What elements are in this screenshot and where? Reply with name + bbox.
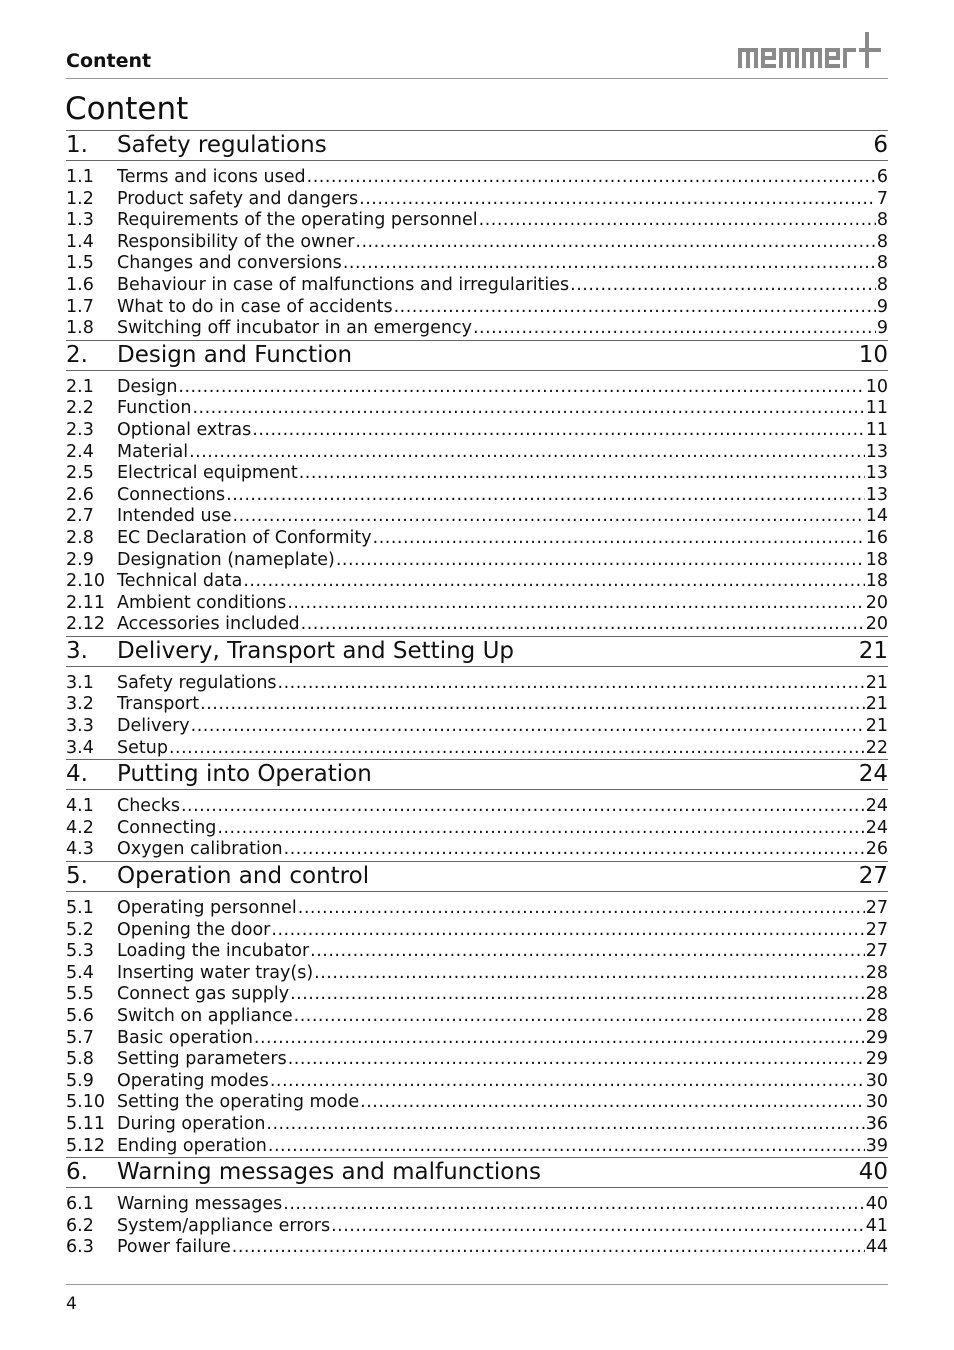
- toc-chapter[interactable]: [66, 759, 888, 790]
- entry-page: 9: [876, 296, 888, 317]
- toc-entry[interactable]: [66, 818, 888, 840]
- entry-number: 5.1: [66, 898, 94, 919]
- toc-entry[interactable]: [66, 1136, 888, 1158]
- chapter-page: 24: [858, 761, 888, 788]
- toc-entry[interactable]: [66, 1194, 888, 1216]
- entry-title: Connect gas supply: [117, 984, 290, 1005]
- dot-leader: [336, 550, 865, 572]
- toc-entry[interactable]: [66, 839, 888, 861]
- entry-number: 2.8: [66, 527, 94, 548]
- entry-page: 22: [865, 737, 888, 758]
- toc-entry[interactable]: [66, 1028, 888, 1050]
- toc-entry[interactable]: [66, 550, 888, 572]
- chapter-number: 3.: [66, 637, 88, 664]
- toc-entry[interactable]: [66, 442, 888, 464]
- toc-entry[interactable]: [66, 297, 888, 319]
- dot-leader: [192, 398, 864, 420]
- chapter-number: 5.: [66, 863, 88, 890]
- toc-entry[interactable]: [66, 398, 888, 420]
- table-of-contents: [66, 130, 888, 1259]
- chapter-title: Delivery, Transport and Setting Up: [117, 637, 515, 664]
- dot-leader: [189, 442, 865, 464]
- entry-title: Delivery: [117, 716, 190, 737]
- dot-leader: [266, 1114, 864, 1136]
- dot-leader: [169, 738, 865, 760]
- chapter-page: 21: [858, 637, 888, 664]
- entry-title: Technical data: [117, 571, 243, 592]
- entry-page: 8: [876, 210, 888, 231]
- entry-page: 27: [865, 941, 888, 962]
- chapter-page: 27: [858, 863, 888, 890]
- entry-title: Ambient conditions: [117, 592, 287, 613]
- dot-leader: [217, 818, 864, 840]
- entry-page: 10: [865, 376, 888, 397]
- entry-page: 27: [865, 898, 888, 919]
- entry-number: 5.3: [66, 941, 94, 962]
- toc-entry[interactable]: [66, 275, 888, 297]
- dot-leader: [233, 506, 865, 528]
- entry-page: 30: [865, 1070, 888, 1091]
- entry-number: 2.3: [66, 419, 94, 440]
- entry-page: 13: [865, 484, 888, 505]
- entry-title: Connections: [117, 484, 226, 505]
- toc-entry[interactable]: [66, 716, 888, 738]
- toc-chapter[interactable]: [66, 1157, 888, 1188]
- entry-title: Switch on appliance: [117, 1006, 293, 1026]
- entry-title: Setting parameters: [117, 1049, 287, 1070]
- entry-page: 21: [865, 694, 888, 715]
- entry-number: 2.5: [66, 463, 94, 484]
- dot-leader: [254, 1028, 865, 1050]
- page-number: 4: [66, 1294, 77, 1314]
- entry-page: 8: [876, 274, 888, 295]
- chapter-number: 4.: [66, 761, 88, 788]
- entry-page: 29: [865, 1049, 888, 1070]
- chapter-page: 40: [858, 1159, 888, 1186]
- dot-leader: [200, 694, 865, 716]
- entry-page: 29: [865, 1027, 888, 1048]
- toc-entry[interactable]: [66, 506, 888, 528]
- entry-page: 11: [865, 398, 888, 419]
- entry-number: 1.1: [66, 167, 94, 187]
- entry-number: 2.9: [66, 549, 94, 570]
- dot-leader: [299, 463, 865, 485]
- dot-leader: [301, 614, 865, 636]
- toc-entry[interactable]: [66, 189, 888, 211]
- dot-leader: [355, 232, 875, 254]
- entry-page: 36: [865, 1113, 888, 1134]
- entry-title: Connecting: [117, 817, 217, 838]
- toc-entry[interactable]: [66, 593, 888, 615]
- entry-title: Warning messages: [117, 1194, 283, 1215]
- entry-title: Requirements of the operating personnel: [117, 210, 478, 231]
- toc-entry[interactable]: [66, 694, 888, 716]
- toc-chapter[interactable]: [66, 636, 888, 667]
- toc-entry[interactable]: [66, 738, 888, 760]
- toc-entry[interactable]: [66, 571, 888, 593]
- toc-entry[interactable]: [66, 1114, 888, 1136]
- toc-entry[interactable]: [66, 463, 888, 485]
- entry-page: 28: [865, 984, 888, 1005]
- dot-leader: [473, 318, 876, 340]
- page-title: Content: [65, 91, 189, 127]
- toc-entry[interactable]: [66, 528, 888, 550]
- dot-leader: [307, 167, 876, 189]
- entry-title: During operation: [117, 1113, 266, 1134]
- toc-entry[interactable]: [66, 898, 888, 920]
- entry-title: Design: [117, 376, 178, 397]
- entry-title: Operating personnel: [117, 898, 297, 919]
- entry-title: Terms and icons used: [117, 167, 306, 187]
- entry-number: 3.1: [66, 672, 94, 693]
- entry-page: 20: [865, 614, 888, 635]
- entry-number: 1.8: [66, 318, 94, 339]
- entry-page: 18: [865, 571, 888, 592]
- entry-number: 5.5: [66, 984, 94, 1005]
- entry-title: Behaviour in case of malfunctions and irregularities: [117, 274, 570, 295]
- entry-title: Material: [117, 441, 189, 462]
- entry-number: 5.10: [66, 1092, 105, 1113]
- entry-page: 21: [865, 716, 888, 737]
- dot-leader: [343, 253, 876, 275]
- toc-entry[interactable]: [66, 253, 888, 275]
- running-header: Content: [66, 50, 152, 72]
- entry-page: 8: [876, 231, 888, 252]
- header-rule: [66, 78, 888, 79]
- entry-title: Responsibility of the owner: [117, 231, 355, 252]
- entry-page: 27: [865, 919, 888, 940]
- entry-title: Oxygen calibration: [117, 839, 283, 860]
- entry-number: 6.2: [66, 1215, 94, 1236]
- entry-title: Operating modes: [117, 1070, 269, 1091]
- entry-number: 1.6: [66, 274, 94, 295]
- dot-leader: [287, 593, 864, 615]
- entry-title: Basic operation: [117, 1027, 253, 1048]
- entry-title: Designation (nameplate): [117, 549, 335, 570]
- entry-number: 5.8: [66, 1049, 94, 1070]
- dot-leader: [178, 377, 864, 399]
- dot-leader: [294, 1006, 865, 1028]
- dot-leader: [360, 1092, 865, 1114]
- dot-leader: [331, 1216, 865, 1238]
- entry-page: 28: [865, 962, 888, 983]
- toc-entry[interactable]: [66, 796, 888, 818]
- entry-title: Transport: [117, 694, 200, 715]
- footer-rule: [66, 1284, 888, 1285]
- dot-leader: [271, 920, 864, 942]
- entry-number: 2.6: [66, 484, 94, 505]
- entry-title: Loading the incubator: [117, 941, 310, 962]
- dot-leader: [373, 528, 865, 550]
- entry-title: Power failure: [117, 1237, 231, 1258]
- entry-number: 1.2: [66, 188, 94, 209]
- entry-title: Ending operation: [117, 1135, 267, 1156]
- toc-entry[interactable]: [66, 941, 888, 963]
- entry-number: 2.7: [66, 506, 94, 527]
- entry-page: 13: [865, 463, 888, 484]
- entry-page: 26: [865, 839, 888, 860]
- dot-leader: [290, 984, 865, 1006]
- entry-title: System/appliance errors: [117, 1215, 331, 1236]
- toc-entry[interactable]: [66, 167, 888, 189]
- entry-title: Switching off incubator in an emergency: [117, 318, 472, 339]
- toc-entry[interactable]: [66, 210, 888, 232]
- toc-entry[interactable]: [66, 1071, 888, 1093]
- entry-number: 4.3: [66, 839, 94, 860]
- dot-leader: [298, 898, 865, 920]
- toc-entry[interactable]: [66, 1049, 888, 1071]
- dot-leader: [310, 941, 865, 963]
- toc-entry[interactable]: [66, 318, 888, 340]
- entry-page: 9: [876, 318, 888, 339]
- entry-number: 5.2: [66, 919, 94, 940]
- chapter-title: Putting into Operation: [117, 761, 372, 788]
- entry-title: EC Declaration of Conformity: [117, 527, 372, 548]
- entry-number: 1.3: [66, 210, 94, 231]
- entry-title: Opening the door: [117, 919, 271, 940]
- entry-number: 3.2: [66, 694, 94, 715]
- entry-title: Optional extras: [117, 419, 252, 440]
- toc-entry[interactable]: [66, 673, 888, 695]
- chapter-title: Warning messages and malfunctions: [117, 1159, 541, 1186]
- entry-page: 20: [865, 592, 888, 613]
- entry-number: 2.10: [66, 571, 105, 592]
- entry-title: Safety regulations: [117, 672, 277, 693]
- entry-page: 14: [865, 506, 888, 527]
- toc-entry[interactable]: [66, 963, 888, 985]
- dot-leader: [314, 963, 865, 985]
- chapter-number: 1.: [66, 132, 88, 158]
- toc-entry[interactable]: [66, 1092, 888, 1114]
- entry-page: 24: [865, 817, 888, 838]
- entry-number: 5.6: [66, 1006, 94, 1026]
- chapter-number: 2.: [66, 341, 88, 368]
- entry-number: 5.9: [66, 1070, 94, 1091]
- toc-entry[interactable]: [66, 377, 888, 399]
- dot-leader: [252, 420, 864, 442]
- dot-leader: [232, 1237, 865, 1259]
- entry-page: 13: [865, 441, 888, 462]
- chapter-number: 6.: [66, 1159, 88, 1186]
- entry-title: Setting the operating mode: [117, 1092, 360, 1113]
- toc-entry[interactable]: [66, 232, 888, 254]
- entry-title: Function: [117, 398, 192, 419]
- toc-entry[interactable]: [66, 420, 888, 442]
- entry-title: Inserting water tray(s): [117, 962, 314, 983]
- entry-number: 1.5: [66, 253, 94, 274]
- dot-leader: [284, 839, 865, 861]
- entry-title: Product safety and dangers: [117, 188, 359, 209]
- entry-number: 5.12: [66, 1135, 105, 1156]
- dot-leader: [191, 716, 865, 738]
- chapter-page: 10: [858, 341, 888, 368]
- entry-number: 2.2: [66, 398, 94, 419]
- entry-page: 11: [865, 419, 888, 440]
- entry-number: 2.4: [66, 441, 94, 462]
- entry-number: 4.2: [66, 817, 94, 838]
- entry-number: 5.4: [66, 962, 94, 983]
- entry-page: 8: [876, 253, 888, 274]
- chapter-title: Design and Function: [117, 341, 353, 368]
- toc-chapter[interactable]: [66, 130, 888, 161]
- dot-leader: [278, 673, 865, 695]
- entry-page: 16: [865, 527, 888, 548]
- entry-number: 2.12: [66, 614, 105, 635]
- entry-title: Checks: [117, 796, 180, 817]
- dot-leader: [479, 210, 876, 232]
- dot-leader: [270, 1071, 865, 1093]
- entry-number: 3.3: [66, 716, 94, 737]
- toc-entry[interactable]: [66, 485, 888, 507]
- chapter-title: Operation and control: [117, 863, 370, 890]
- toc-entry[interactable]: [66, 1006, 888, 1028]
- toc-entry[interactable]: [66, 984, 888, 1006]
- entry-title: Accessories included: [117, 614, 300, 635]
- toc-chapter[interactable]: [66, 340, 888, 371]
- toc-entry[interactable]: [66, 920, 888, 942]
- dot-leader: [268, 1136, 865, 1158]
- dot-leader: [570, 275, 876, 297]
- entry-page: 18: [865, 549, 888, 570]
- entry-title: Intended use: [117, 506, 232, 527]
- dot-leader: [359, 189, 876, 211]
- toc-entry[interactable]: [66, 1237, 888, 1259]
- dot-leader: [226, 485, 865, 507]
- dot-leader: [243, 571, 864, 593]
- chapter-title: Safety regulations: [117, 132, 327, 158]
- entry-number: 6.3: [66, 1237, 94, 1258]
- entry-page: 30: [865, 1092, 888, 1113]
- toc-chapter[interactable]: [66, 861, 888, 892]
- entry-number: 1.7: [66, 296, 94, 317]
- entry-page: 40: [865, 1194, 888, 1215]
- entry-page: 21: [865, 672, 888, 693]
- entry-page: 24: [865, 796, 888, 817]
- entry-number: 5.7: [66, 1027, 94, 1048]
- entry-page: 39: [865, 1135, 888, 1156]
- entry-page: 6: [876, 167, 888, 187]
- entry-number: 5.11: [66, 1113, 105, 1134]
- toc-entry[interactable]: [66, 1216, 888, 1238]
- entry-page: 28: [865, 1006, 888, 1026]
- memmert-logo: [738, 32, 890, 72]
- entry-number: 2.1: [66, 376, 94, 397]
- entry-page: 41: [865, 1215, 888, 1236]
- chapter-page: 6: [873, 132, 888, 158]
- dot-leader: [394, 297, 876, 319]
- entry-title: What to do in case of accidents: [117, 296, 393, 317]
- entry-number: 1.4: [66, 231, 94, 252]
- entry-number: 6.1: [66, 1194, 94, 1215]
- entry-number: 2.11: [66, 592, 105, 613]
- toc-entry[interactable]: [66, 614, 888, 636]
- entry-title: Changes and conversions: [117, 253, 342, 274]
- dot-leader: [283, 1194, 864, 1216]
- entry-number: 4.1: [66, 796, 94, 817]
- dot-leader: [181, 796, 865, 818]
- entry-number: 3.4: [66, 737, 94, 758]
- entry-title: Electrical equipment: [117, 463, 298, 484]
- entry-page: 44: [865, 1237, 888, 1258]
- entry-title: Setup: [117, 737, 168, 758]
- dot-leader: [288, 1049, 865, 1071]
- entry-page: 7: [876, 188, 888, 209]
